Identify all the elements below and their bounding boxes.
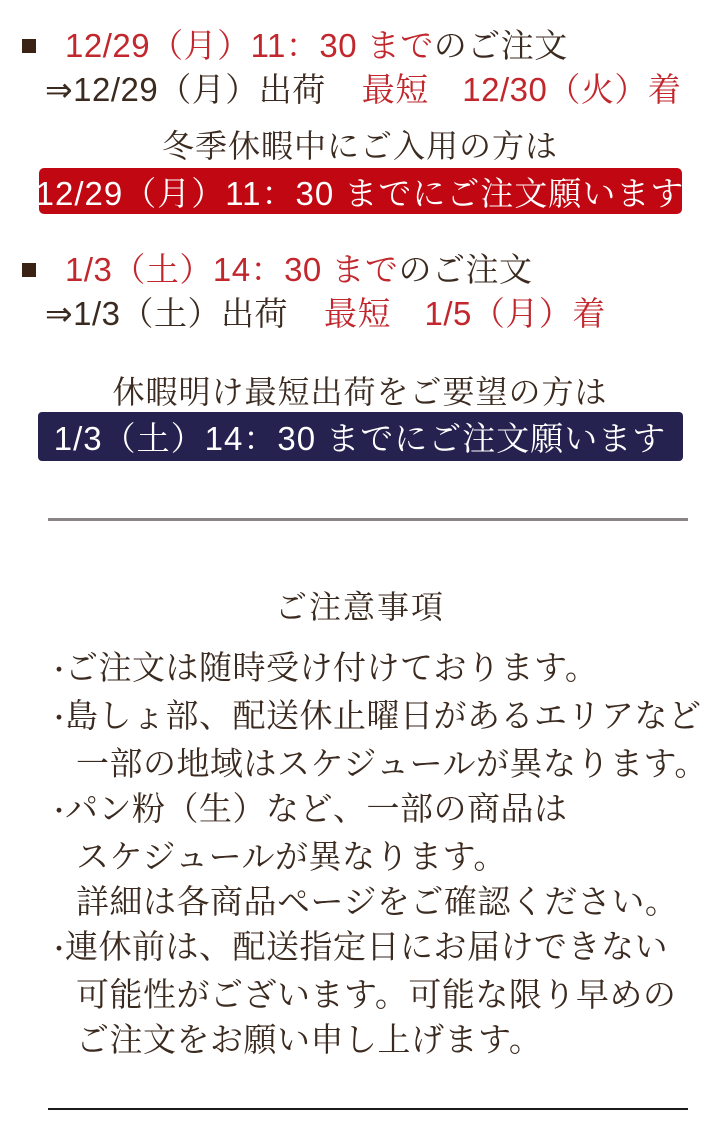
shipping-info-row	[0, 292, 720, 336]
shipping-info-row	[0, 68, 720, 112]
order-deadline-row	[0, 248, 720, 292]
bullet-dot-icon: ・	[46, 796, 73, 826]
section-divider-bottom	[48, 1108, 688, 1110]
list-item	[0, 786, 720, 924]
lead-text: 冬季休暇中にご入用の方は	[161, 128, 558, 164]
bullet-dot-icon: ・	[46, 934, 73, 964]
note-line	[0, 786, 720, 834]
notes-title: ご注意事項	[274, 589, 445, 625]
note-text: スケジュールが異なります。	[76, 838, 507, 875]
list-item	[0, 693, 720, 786]
bullet-dot-icon: ・	[46, 703, 73, 733]
note-text: 島しょ部、配送休止曜日があるエリアなど	[65, 697, 702, 734]
note-text: 詳細は各商品ページをご確認ください。	[76, 883, 679, 920]
note-line	[0, 972, 720, 1017]
note-text: 連休前は、配送指定日にお届けできない	[65, 928, 668, 965]
note-line	[0, 1017, 720, 1062]
note-text: 一部の地域はスケジュールが異なります。	[76, 745, 708, 782]
section-divider-top	[48, 518, 688, 521]
ship-date-text: ⇒12/29（月）出荷	[45, 71, 326, 108]
order-deadline-highlight: 1/3（土）14：30 まで	[65, 251, 399, 288]
lead-text: 休暇明け最短出荷をご要望の方は	[112, 374, 608, 410]
order-deadline-row	[0, 24, 720, 68]
note-line	[0, 741, 720, 786]
note-text: パン粉（生）など、一部の商品は	[65, 790, 568, 827]
note-line	[0, 879, 720, 924]
order-deadline-text	[65, 248, 532, 292]
order-deadline-text	[65, 24, 568, 68]
square-bullet-icon	[22, 263, 36, 277]
note-line	[0, 645, 720, 693]
schedule-block-after-holiday	[0, 248, 720, 461]
square-bullet-icon	[22, 39, 36, 53]
notes-list	[0, 645, 720, 1062]
note-text: ご注文をお願い申し上げます。	[76, 1021, 543, 1058]
deadline-banner-text: 12/29（月）11：30 までにご注文願います	[35, 174, 685, 212]
order-deadline-highlight: 12/29（月）11：30 まで	[65, 27, 434, 64]
list-item	[0, 924, 720, 1062]
note-text: ご注文は随時受け付けております。	[65, 649, 599, 686]
arrival-date-text: 最短 12/30（火）着	[361, 71, 682, 108]
deadline-banner-navy	[38, 412, 683, 461]
note-text: 可能性がございます。可能な限り早めの	[76, 976, 677, 1013]
notes-section	[0, 589, 720, 1062]
schedule-block-before-holiday	[0, 0, 720, 214]
order-deadline-rest: のご注文	[433, 27, 568, 64]
bullet-dot-icon: ・	[46, 655, 73, 685]
list-item	[0, 645, 720, 693]
order-deadline-rest: のご注文	[398, 251, 533, 288]
note-line	[0, 924, 720, 972]
deadline-banner-text: 1/3（土）14：30 までにご注文願います	[53, 420, 667, 457]
note-line	[0, 693, 720, 741]
arrival-date-text: 最短 1/5（月）着	[324, 295, 606, 332]
note-line	[0, 834, 720, 879]
ship-date-text: ⇒1/3（土）出荷	[45, 295, 289, 332]
deadline-banner-red	[35, 168, 685, 214]
